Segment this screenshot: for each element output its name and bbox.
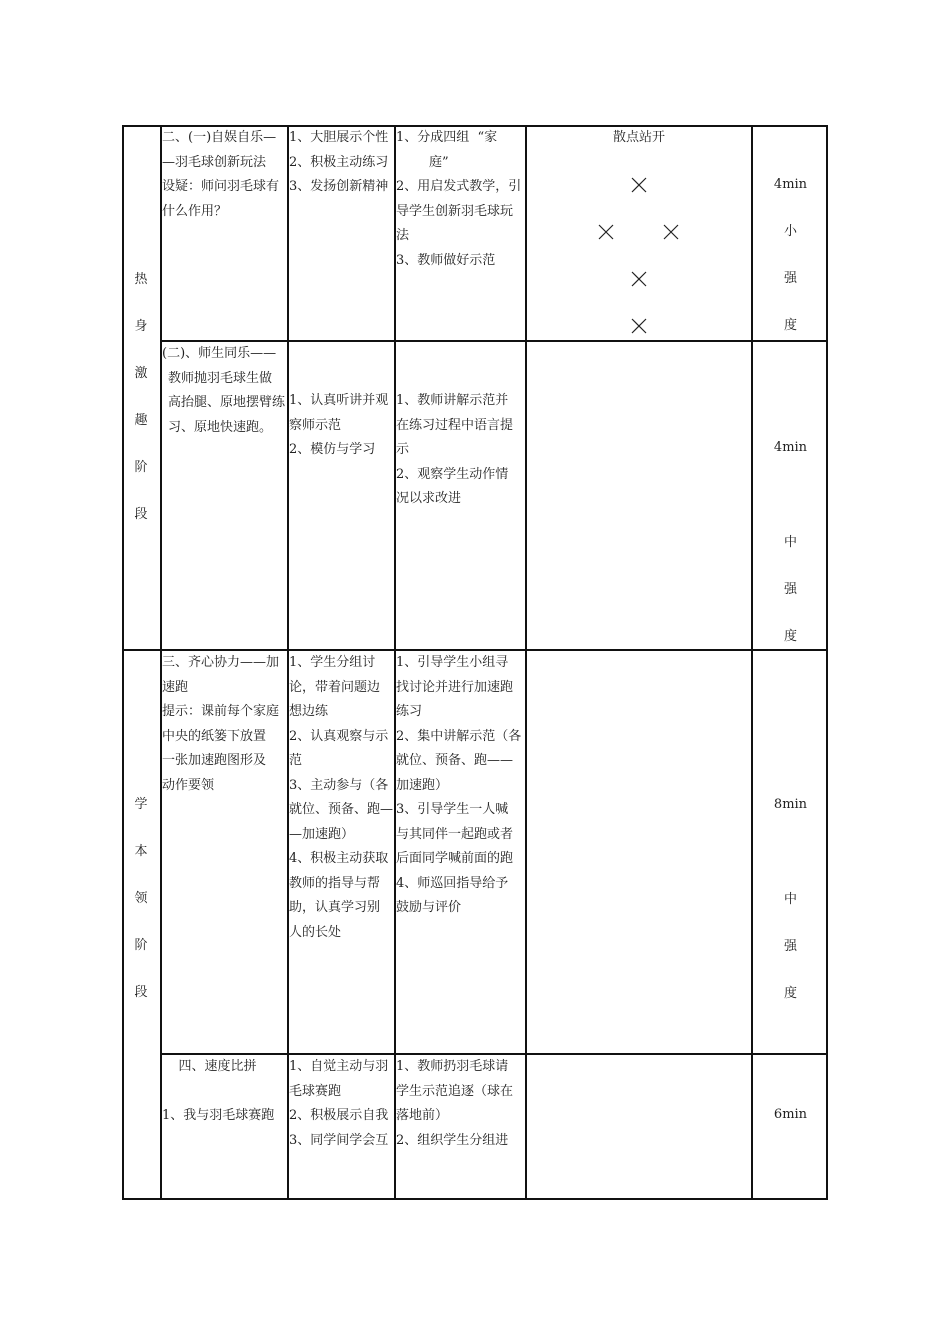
student-activity-cell: 1、认真听讲并观 察师示范 2、模仿与学习 [289, 393, 389, 457]
student-activity-cell: 1、自觉主动与羽 毛球赛跑 2、积极展示自我 3、同学间学会互 [289, 1059, 389, 1148]
intensity-cell: 中 强 度 [783, 535, 797, 644]
formation-cross-icon [598, 224, 614, 240]
content-cell: 二、(一)自娱自乐— —羽毛球创新玩法 设疑：师问羽毛球有 什么作用？ [162, 130, 280, 219]
teacher-activity-cell: 1、引导学生小组寻 找讨论并进行加速跑 练习 2、集中讲解示范（各 就位、预备、跑—— 加速跑） 3、引导学生一人喊 与其同伴一起跑或者 后面同学喊前面的跑 4、师巡回指导给予 鼓励与评价 [396, 655, 522, 915]
teacher-activity-cell: 1、分成四组 “家 庭” 2、用启发式教学，引 导学生创新羽毛球玩 法 3、教师做好示范 [396, 130, 522, 268]
formation-cross-icon [631, 318, 647, 334]
formation-cross-icon [663, 224, 679, 240]
time-cell: 6min [773, 1107, 808, 1122]
stage-label-warmup: 热 身 激 趣 阶 段 [134, 272, 148, 522]
teacher-activity-cell: 1、教师扔羽毛球请 学生示范追逐（球在 落地前） 2、组织学生分组进 [396, 1059, 514, 1148]
content-cell: (二)、师生同乐—— 教师抛羽毛球生做 高抬腿、原地摆臂练 习、原地快速跑。 [162, 346, 286, 435]
formation-cross-icon [631, 177, 647, 193]
student-activity-cell: 1、学生分组讨 论，带着问题边 想边练 2、认真观察与示 范 3、主动参与（各 就位、预备、跑— —加速跑） 4、积极主动获取 教师的指导与帮 助，认真学习别 人的长处 [289, 655, 394, 940]
stage-label-learning: 学 本 领 阶 段 [134, 797, 148, 1000]
student-activity-cell: 1、大胆展示个性 2、积极主动练习 3、发扬创新精神 [289, 130, 389, 194]
formation-cell [527, 126, 751, 151]
content-cell: 四、速度比拼 1、我与羽毛球赛跑 [162, 1059, 275, 1123]
intensity-cell: 中 强 度 [783, 892, 797, 1001]
formation-title: 散点站开 [612, 130, 665, 145]
time-cell: 8min [773, 797, 808, 812]
intensity-cell: 小 强 度 [783, 224, 797, 333]
time-cell: 4min [773, 177, 808, 192]
time-cell: 4min [773, 440, 808, 455]
teacher-activity-cell: 1、教师讲解示范并 在练习过程中语言提 示 2、观察学生动作情 况以求改进 [396, 393, 514, 506]
content-cell: 三、齐心协力——加 速跑 提示：课前每个家庭 中央的纸篓下放置 一张加速跑图形及 动作要领 [162, 655, 280, 793]
formation-cross-icon [631, 271, 647, 287]
